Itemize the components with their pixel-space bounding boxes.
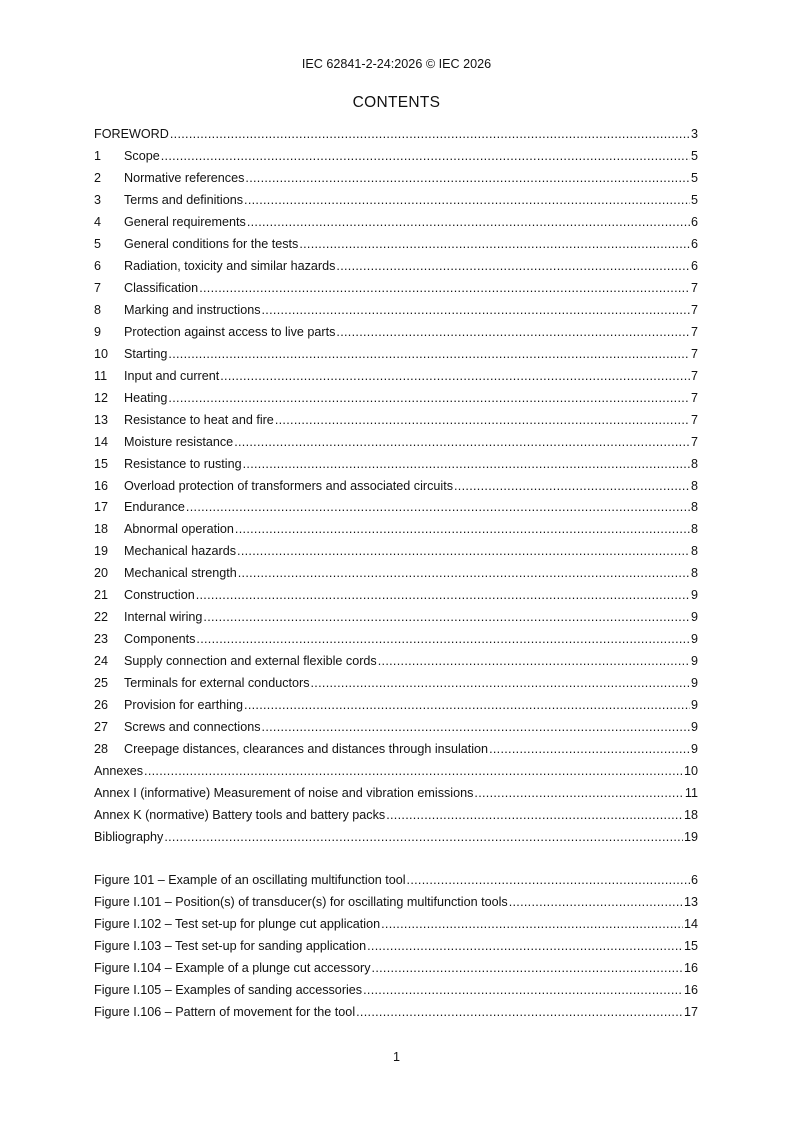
toc-entry[interactable]: [94, 454, 698, 476]
toc-entry[interactable]: [94, 124, 698, 146]
toc-entry-number: 5: [94, 236, 102, 251]
list-of-figures: [94, 870, 698, 1024]
figure-entry-page: 14: [683, 916, 698, 931]
dot-leader: [262, 300, 690, 322]
toc-entry-number: 23: [94, 632, 109, 647]
dot-leader: [363, 980, 683, 1002]
toc-entry-label: Supply connection and external flexible cords: [124, 654, 377, 669]
toc-entry-label: Terms and definitions: [124, 192, 244, 207]
toc-entry-page: 5: [690, 148, 698, 163]
toc-entry-number: 27: [94, 720, 109, 735]
toc-entry[interactable]: [94, 805, 698, 827]
toc-entry-page: 6: [690, 236, 698, 251]
toc-entry[interactable]: [94, 541, 698, 563]
figure-entry-label: Figure I.104 – Example of a plunge cut accessory: [94, 960, 371, 975]
figure-entry[interactable]: [94, 914, 698, 936]
toc-entry[interactable]: [94, 497, 698, 519]
toc-entry[interactable]: [94, 388, 698, 410]
dot-leader: [367, 936, 683, 958]
toc-entry-page: 9: [690, 720, 698, 735]
toc-entry-page: 9: [690, 654, 698, 669]
page-title: CONTENTS: [352, 94, 441, 111]
toc-entry[interactable]: [94, 432, 698, 454]
figure-entry-label: Figure I.105 – Examples of sanding accessories: [94, 982, 363, 997]
toc-entry-page: 8: [690, 544, 698, 559]
toc-entry-number: 6: [94, 258, 102, 273]
toc-entry-label: Endurance: [124, 500, 185, 515]
toc-entry-number: 9: [94, 324, 102, 339]
figure-entry[interactable]: [94, 936, 698, 958]
dot-leader: [454, 476, 690, 498]
toc-entry-number: 1: [94, 148, 102, 163]
toc-entry-label: Provision for earthing: [124, 698, 244, 713]
dot-leader: [336, 256, 690, 278]
toc-entry-page: 8: [690, 478, 698, 493]
dot-leader: [144, 761, 683, 783]
toc-entry[interactable]: [94, 168, 698, 190]
dot-leader: [186, 497, 690, 519]
toc-entry-page: 7: [690, 412, 698, 427]
toc-entry[interactable]: [94, 607, 698, 629]
dot-leader: [356, 1002, 683, 1024]
figure-entry[interactable]: [94, 892, 698, 914]
toc-entry-page: 9: [690, 698, 698, 713]
toc-entry-page: 7: [690, 280, 698, 295]
toc-entry-number: 3: [94, 192, 102, 207]
toc-entry[interactable]: [94, 256, 698, 278]
toc-entry-page: 10: [683, 764, 698, 779]
dot-leader: [509, 892, 683, 914]
toc-entry[interactable]: [94, 278, 698, 300]
toc-entry-label: Moisture resistance: [124, 434, 234, 449]
toc-entry[interactable]: [94, 366, 698, 388]
toc-entry-label: Resistance to heat and fire: [124, 412, 274, 427]
toc-entry-label: Radiation, toxicity and similar hazards: [124, 258, 336, 273]
toc-entry-number: 18: [94, 522, 109, 537]
toc-entry-number: 12: [94, 390, 109, 405]
figure-entry-page: 6: [690, 873, 698, 887]
toc-entry-page: 8: [690, 500, 698, 515]
figure-entry-page: 13: [683, 894, 698, 909]
toc-entry-page: 5: [690, 192, 698, 207]
toc-entry-label: Protection against access to live parts: [124, 324, 336, 339]
figure-entry-label: Figure I.106 – Pattern of movement for the tool: [94, 1004, 356, 1019]
toc-entry-number: 25: [94, 676, 109, 691]
toc-entry[interactable]: [94, 695, 698, 717]
toc-entry[interactable]: [94, 629, 698, 651]
toc-entry-page: 19: [683, 830, 698, 844]
toc-entry-label: Internal wiring: [124, 610, 203, 625]
figure-entry-page: 17: [683, 1004, 698, 1019]
dot-leader: [234, 432, 690, 454]
toc-entry-page: 7: [690, 390, 698, 405]
toc-entry-label: Normative references: [124, 170, 245, 185]
toc-entry-label: Terminals for external conductors: [124, 676, 310, 691]
figure-entry-page: 16: [683, 960, 698, 975]
table-of-contents: [94, 124, 698, 849]
toc-entry-number: 14: [94, 434, 109, 449]
toc-entry-page: 7: [690, 434, 698, 449]
toc-entry-page: 3: [690, 127, 698, 141]
toc-entry-number: 16: [94, 478, 109, 493]
dot-leader: [170, 124, 690, 146]
toc-entry-page: 9: [690, 588, 698, 603]
toc-entry-label: Bibliography: [94, 830, 164, 844]
toc-entry-number: 10: [94, 346, 109, 361]
toc-entry-page: 7: [690, 324, 698, 339]
dot-leader: [336, 322, 690, 344]
toc-entry-label: Screws and connections: [124, 720, 261, 735]
toc-entry-page: 7: [690, 302, 698, 317]
toc-entry-page: 6: [690, 258, 698, 273]
toc-entry-page: 18: [683, 808, 698, 823]
toc-entry[interactable]: [94, 739, 698, 761]
figure-entry-label: Figure I.102 – Test set-up for plunge cut application: [94, 916, 381, 931]
toc-entry-label: Classification: [124, 280, 199, 295]
dot-leader: [244, 695, 690, 717]
dot-leader: [203, 607, 690, 629]
toc-entry-label: Scope: [124, 148, 160, 163]
toc-entry-label: Starting: [124, 346, 168, 361]
toc-entry-label: FOREWORD: [94, 127, 169, 141]
dot-leader: [489, 739, 690, 761]
dot-leader: [262, 717, 690, 739]
dot-leader: [237, 541, 690, 563]
toc-entry-number: 7: [94, 280, 102, 295]
page-number: 1: [392, 1050, 400, 1064]
toc-entry[interactable]: [94, 761, 698, 783]
toc-entry-label: Annexes: [94, 764, 144, 779]
toc-entry-page: 9: [690, 742, 698, 757]
figure-entry[interactable]: [94, 958, 698, 980]
toc-entry-page: 11: [684, 786, 698, 801]
toc-entry[interactable]: [94, 563, 698, 585]
dot-leader: [196, 585, 690, 607]
dot-leader: [196, 629, 690, 651]
toc-entry-label: Marking and instructions: [124, 302, 261, 317]
dot-leader: [161, 146, 690, 168]
toc-entry-number: 4: [94, 214, 102, 229]
toc-entry-label: Resistance to rusting: [124, 456, 242, 471]
toc-entry-label: Construction: [124, 588, 195, 603]
toc-entry-number: 20: [94, 566, 109, 581]
toc-entry-number: 15: [94, 456, 109, 471]
dot-leader: [372, 958, 683, 980]
toc-entry-label: Heating: [124, 390, 168, 405]
toc-entry-label: Creepage distances, clearances and distances through insulation: [124, 742, 489, 757]
toc-entry-page: 9: [690, 610, 698, 625]
toc-entry[interactable]: [94, 717, 698, 739]
toc-entry-page: 8: [690, 566, 698, 581]
toc-entry-number: 26: [94, 698, 109, 713]
toc-entry-number: 28: [94, 742, 109, 757]
dot-leader: [220, 366, 690, 388]
figure-entry[interactable]: [94, 1002, 698, 1024]
toc-entry-label: Components: [124, 632, 196, 647]
toc-entry[interactable]: [94, 344, 698, 366]
page-header: IEC 62841-2-24:2026 © IEC 2026: [301, 57, 492, 71]
toc-entry-number: 22: [94, 610, 109, 625]
toc-entry-label: Mechanical strength: [124, 566, 237, 581]
toc-entry-label: General requirements: [124, 214, 246, 229]
toc-entry[interactable]: [94, 212, 698, 234]
dot-leader: [164, 827, 683, 849]
toc-entry-label: Annex I (informative) Measurement of noise and vibration emissions: [94, 786, 474, 801]
dot-leader: [386, 805, 683, 827]
dot-leader: [474, 783, 684, 805]
toc-entry-label: Annex K (normative) Battery tools and battery packs: [94, 808, 386, 823]
toc-entry-number: 2: [94, 170, 102, 185]
dot-leader: [244, 190, 690, 212]
toc-entry-number: 8: [94, 302, 102, 317]
toc-entry-label: Overload protection of transformers and associated circuits: [124, 478, 453, 493]
toc-entry-page: 7: [690, 368, 698, 383]
toc-entry-number: 11: [94, 368, 108, 383]
toc-entry[interactable]: [94, 651, 698, 673]
figure-entry-page: 15: [683, 938, 698, 953]
dot-leader: [247, 212, 690, 234]
toc-entry[interactable]: [94, 190, 698, 212]
toc-entry-number: 13: [94, 412, 109, 427]
dot-leader: [168, 344, 690, 366]
dot-leader: [378, 651, 690, 673]
dot-leader: [245, 168, 690, 190]
toc-entry[interactable]: [94, 585, 698, 607]
toc-entry-number: 17: [94, 500, 109, 515]
toc-entry-page: 6: [690, 214, 698, 229]
figure-entry-label: Figure I.103 – Test set-up for sanding application: [94, 938, 367, 953]
toc-entry-page: 9: [690, 676, 698, 691]
figure-entry[interactable]: [94, 980, 698, 1002]
dot-leader: [235, 519, 690, 541]
figure-entry-label: Figure I.101 – Position(s) of transducer(s) for oscillating multifunction tools: [94, 894, 508, 909]
dot-leader: [238, 563, 690, 585]
toc-entry[interactable]: [94, 783, 698, 805]
toc-entry-label: General conditions for the tests: [124, 236, 299, 251]
dot-leader: [381, 914, 683, 936]
toc-entry-page: 5: [690, 170, 698, 185]
toc-entry-number: 21: [94, 588, 109, 603]
toc-entry-label: Mechanical hazards: [124, 544, 237, 559]
toc-entry-page: 9: [690, 632, 698, 647]
toc-entry[interactable]: [94, 519, 698, 541]
figure-entry[interactable]: [94, 870, 698, 892]
toc-entry[interactable]: [94, 300, 698, 322]
toc-entry-page: 7: [690, 346, 698, 361]
dot-leader: [199, 278, 690, 300]
dot-leader: [275, 410, 690, 432]
dot-leader: [299, 234, 690, 256]
toc-entry[interactable]: [94, 827, 698, 849]
toc-entry-page: 8: [690, 456, 698, 471]
toc-entry[interactable]: [94, 673, 698, 695]
toc-entry[interactable]: [94, 146, 698, 168]
toc-entry-label: Abnormal operation: [124, 522, 234, 537]
toc-entry[interactable]: [94, 234, 698, 256]
toc-entry[interactable]: [94, 322, 698, 344]
figure-entry-label: Figure 101 – Example of an oscillating multifunction tool: [94, 873, 406, 887]
toc-entry[interactable]: [94, 410, 698, 432]
toc-entry-label: Input and current: [124, 368, 220, 383]
toc-entry[interactable]: [94, 476, 698, 498]
dot-leader: [243, 454, 690, 476]
toc-entry-number: 19: [94, 544, 109, 559]
dot-leader: [407, 870, 690, 892]
figure-entry-page: 16: [683, 982, 698, 997]
toc-entry-number: 24: [94, 654, 109, 669]
toc-entry-page: 8: [690, 522, 698, 537]
dot-leader: [311, 673, 690, 695]
dot-leader: [168, 388, 690, 410]
